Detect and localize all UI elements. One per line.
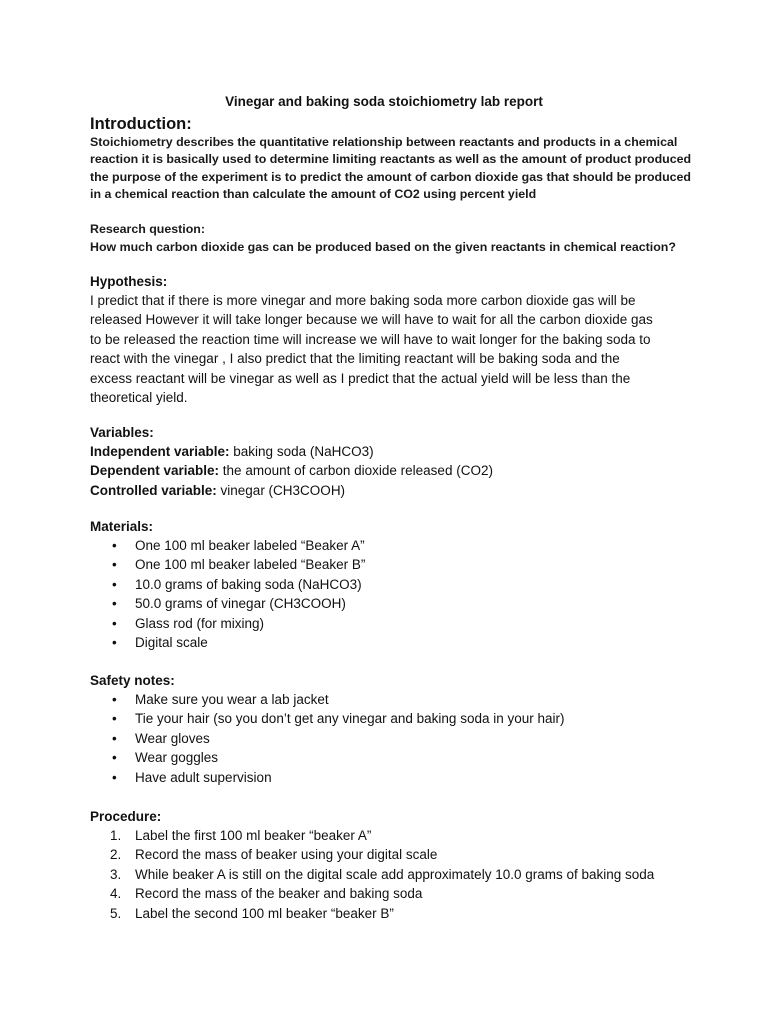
bullet-icon: • xyxy=(112,692,117,707)
step-number: 1. xyxy=(110,828,122,843)
bullet-icon: • xyxy=(112,769,117,785)
hypothesis-line: released However it will take longer because we will have to wait for all the carbon dioxide gas xyxy=(90,312,653,328)
list-item xyxy=(90,594,690,613)
list-item xyxy=(90,904,690,923)
introduction-line: Stoichiometry describes the quantitative relationship between reactants and products in a chemical xyxy=(90,135,678,149)
variables-heading: Variables: xyxy=(90,425,154,440)
list-item xyxy=(90,768,690,787)
list-item xyxy=(90,633,690,652)
research-section xyxy=(90,221,690,256)
list-item-text: One 100 ml beaker labeled “Beaker B” xyxy=(135,557,366,573)
list-item-text: Tie your hair (so you don’t get any vinegar and baking soda in your hair) xyxy=(135,711,565,727)
introduction-heading: Introduction: xyxy=(90,115,192,133)
list-item-text: Wear goggles xyxy=(135,750,219,766)
list-item xyxy=(90,845,690,864)
hypothesis-section xyxy=(90,273,690,407)
hypothesis-heading: Hypothesis: xyxy=(90,274,168,289)
step-number: 2. xyxy=(110,847,122,863)
document-title: Vinegar and baking soda stoichiometry lab report xyxy=(225,94,543,109)
research-text: How much carbon dioxide gas can be produced based on the given reactants in chemical reaction? xyxy=(90,240,676,255)
list-item-text: Record the mass of the beaker and baking soda xyxy=(135,886,423,902)
safety-list xyxy=(90,690,690,787)
controlled-variable xyxy=(90,481,690,500)
step-number: 5. xyxy=(110,905,122,921)
list-item xyxy=(90,555,690,574)
list-item xyxy=(90,536,690,555)
introduction-section xyxy=(90,114,690,204)
list-item xyxy=(90,884,690,903)
introduction-line: the purpose of the experiment is to predict the amount of carbon dioxide gas that should be produced xyxy=(90,169,692,184)
list-item xyxy=(90,865,690,884)
hypothesis-line: react with the vinegar , I also predict that the limiting reactant will be baking soda and the xyxy=(90,351,620,367)
independent-variable-value: baking soda (NaHCO3) xyxy=(229,444,374,459)
bullet-icon: • xyxy=(112,538,117,553)
introduction-line: reaction it is basically used to determine limiting reactants as well as the amount of product produced xyxy=(90,152,692,167)
hypothesis-line: to be released the reaction time will increase we will have to wait longer for the baking soda to xyxy=(90,331,651,347)
list-item xyxy=(90,709,690,728)
controlled-variable-label: Controlled variable: xyxy=(90,482,217,498)
research-heading: Research question: xyxy=(90,222,205,236)
bullet-icon: • xyxy=(112,750,117,766)
materials-list xyxy=(90,536,690,652)
procedure-section xyxy=(90,808,690,923)
list-item-text: Record the mass of beaker using your digital scale xyxy=(135,847,438,863)
list-item-text: Digital scale xyxy=(135,635,208,651)
step-number: 4. xyxy=(110,886,122,902)
list-item-text: Label the second 100 ml beaker “beaker B” xyxy=(135,905,394,921)
step-number: 3. xyxy=(110,866,122,882)
dependent-variable xyxy=(90,461,690,480)
list-item xyxy=(90,690,690,709)
list-item-text: Make sure you wear a lab jacket xyxy=(135,692,329,707)
controlled-variable-value: vinegar (CH3COOH) xyxy=(216,482,346,498)
list-item-text: 10.0 grams of baking soda (NaHCO3) xyxy=(135,576,362,592)
hypothesis-line: I predict that if there is more vinegar and more baking soda more carbon dioxide gas will be xyxy=(90,293,636,308)
independent-variable-label: Independent variable: xyxy=(90,444,230,459)
bullet-icon: • xyxy=(112,711,117,727)
procedure-list xyxy=(90,826,690,923)
independent-variable xyxy=(90,442,690,461)
bullet-icon: • xyxy=(112,557,117,573)
list-item-text: Wear gloves xyxy=(135,730,210,746)
bullet-icon: • xyxy=(112,615,117,631)
bullet-icon: • xyxy=(112,730,117,746)
safety-section xyxy=(90,672,690,787)
list-item xyxy=(90,729,690,748)
introduction-line: in a chemical reaction than calculate the amount of CO2 using percent yield xyxy=(90,187,537,202)
list-item xyxy=(90,826,690,845)
list-item xyxy=(90,614,690,633)
list-item xyxy=(90,748,690,767)
list-item xyxy=(90,575,690,594)
bullet-icon: • xyxy=(112,596,117,612)
list-item-text: One 100 ml beaker labeled “Beaker A” xyxy=(135,538,365,553)
bullet-icon: • xyxy=(112,576,117,592)
list-item-text: Label the first 100 ml beaker “beaker A” xyxy=(135,828,372,843)
dependent-variable-value: the amount of carbon dioxide released (CO2) xyxy=(219,463,493,479)
list-item-text: Have adult supervision xyxy=(135,769,272,785)
hypothesis-line: excess reactant will be vinegar as well as I predict that the actual yield will be less than the xyxy=(90,370,631,386)
dependent-variable-label: Dependent variable: xyxy=(90,463,220,479)
variables-section xyxy=(90,424,690,500)
safety-heading: Safety notes: xyxy=(90,673,175,688)
materials-section xyxy=(90,518,690,652)
bullet-icon: • xyxy=(112,635,117,651)
hypothesis-line: theoretical yield. xyxy=(90,390,188,406)
list-item-text: While beaker A is still on the digital scale add approximately 10.0 grams of baking soda xyxy=(135,866,655,882)
list-item-text: 50.0 grams of vinegar (CH3COOH) xyxy=(135,596,346,612)
procedure-heading: Procedure: xyxy=(90,809,162,824)
materials-heading: Materials: xyxy=(90,519,154,534)
list-item-text: Glass rod (for mixing) xyxy=(135,615,265,631)
